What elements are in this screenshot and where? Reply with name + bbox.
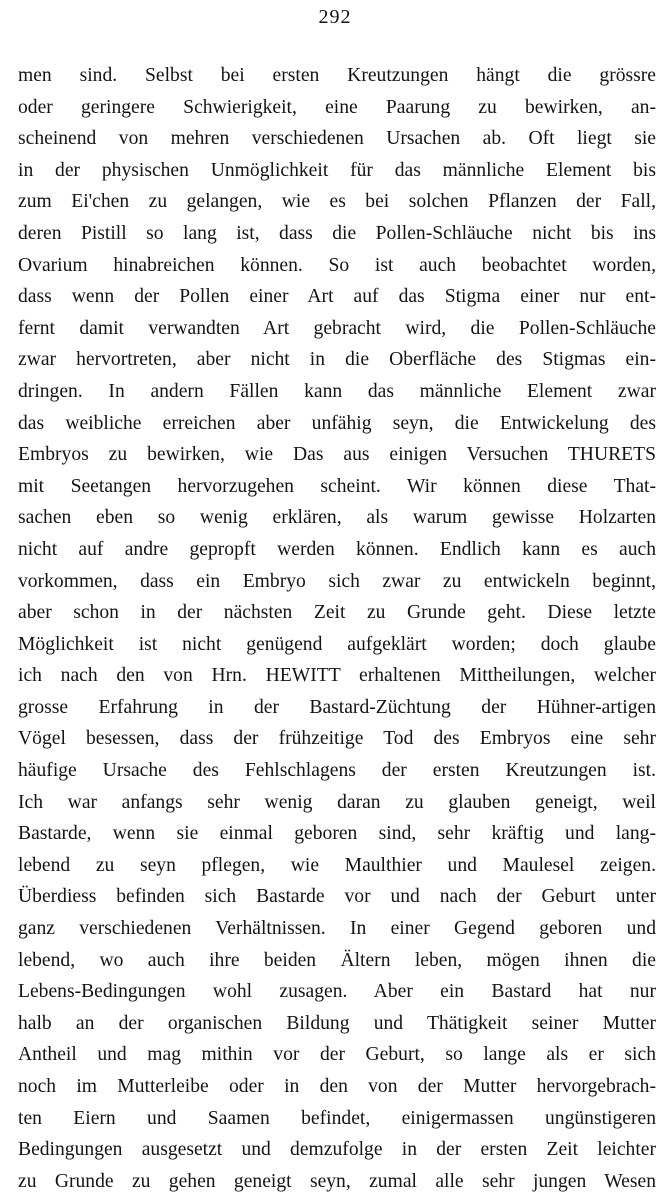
- text-line: lebend zu seyn pflegen, wie Maulthier und Maulesel zeigen.: [18, 854, 656, 876]
- text-line: Bastarde, wenn sie einmal geboren sind, sehr kräftig und lang-: [18, 823, 656, 845]
- text-line: Bedingungen ausgesetzt und demzufolge in der ersten Zeit leichter: [18, 1139, 656, 1161]
- text-line: dass wenn der Pollen einer Art auf das Stigma einer nur ent-: [18, 286, 656, 308]
- text-line: deren Pistill so lang ist, dass die Pollen-Schläuche nicht bis ins: [18, 222, 656, 244]
- text-line: Ovarium hinabreichen können. So ist auch beobachtet worden,: [18, 254, 656, 276]
- text-line: das weibliche erreichen aber unfähig seyn, die Entwickelung des: [18, 412, 656, 434]
- text-line: häufige Ursache des Fehlschlagens der ersten Kreutzungen ist.: [18, 760, 656, 782]
- text-line: Vögel besessen, dass der frühzeitige Tod des Embryos eine sehr: [18, 728, 656, 750]
- page-number: 292: [318, 6, 352, 28]
- text-line: Überdiess befinden sich Bastarde vor und nach der Geburt unter: [18, 886, 656, 908]
- text-line: ich nach den von Hrn. HEWITT erhaltenen Mittheilungen, welcher: [18, 665, 656, 687]
- text-line: Embryos zu bewirken, wie Das aus einigen Versuchen THURETS: [18, 444, 656, 466]
- text-line: ten Eiern und Saamen befindet, einigermassen ungünstigeren: [18, 1107, 656, 1129]
- text-line: zwar hervortreten, aber nicht in die Oberfläche des Stigmas ein-: [18, 349, 656, 371]
- text-line: Antheil und mag mithin vor der Geburt, so lange als er sich: [18, 1044, 656, 1066]
- text-line: zum Ei'chen zu gelangen, wie es bei solchen Pflanzen der Fall,: [18, 191, 656, 213]
- text-line: vorkommen, dass ein Embryo sich zwar zu entwickeln beginnt,: [18, 570, 656, 592]
- text-line: Ich war anfangs sehr wenig daran zu glauben geneigt, weil: [18, 791, 656, 813]
- text-line: scheinend von mehren verschiedenen Ursachen ab. Oft liegt sie: [18, 128, 656, 150]
- text-line: Lebens-Bedingungen wohl zusagen. Aber ein Bastard hat nur: [18, 981, 656, 1003]
- body-text: [18, 60, 656, 1197]
- text-line: nicht auf andre gepropft werden können. Endlich kann es auch: [18, 538, 656, 560]
- text-line: lebend, wo auch ihre beiden Ältern leben, mögen ihnen die: [18, 949, 656, 971]
- text-line: sachen eben so wenig erklären, als warum gewisse Holzarten: [18, 507, 656, 529]
- text-line: fernt damit verwandten Art gebracht wird, die Pollen-Schläuche: [18, 317, 656, 339]
- text-line: mit Seetangen hervorzugehen scheint. Wir können diese That-: [18, 475, 656, 497]
- text-line: halb an der organischen Bildung und Thätigkeit seiner Mutter: [18, 1012, 656, 1034]
- text-line: oder geringere Schwierigkeit, eine Paarung zu bewirken, an-: [18, 96, 656, 118]
- text-line: dringen. In andern Fällen kann das männliche Element zwar: [18, 380, 656, 402]
- text-line: men sind. Selbst bei ersten Kreutzungen hängt die grössre: [18, 65, 656, 86]
- text-line: Möglichkeit ist nicht genügend aufgeklärt worden; doch glaube: [18, 633, 656, 655]
- text-line: aber schon in der nächsten Zeit zu Grunde geht. Diese letzte: [18, 602, 656, 624]
- text-line: noch im Mutterleibe oder in den von der Mutter hervorgebrach-: [18, 1076, 656, 1097]
- text-line: zu Grunde zu gehen geneigt seyn, zumal alle sehr jungen Wesen: [18, 1170, 656, 1192]
- text-line: ganz verschiedenen Verhältnissen. In einer Gegend geboren und: [18, 918, 656, 940]
- text-line: in der physischen Unmöglichkeit für das männliche Element bis: [18, 159, 656, 181]
- text-line: grosse Erfahrung in der Bastard-Züchtung der Hühner-artigen: [18, 696, 656, 718]
